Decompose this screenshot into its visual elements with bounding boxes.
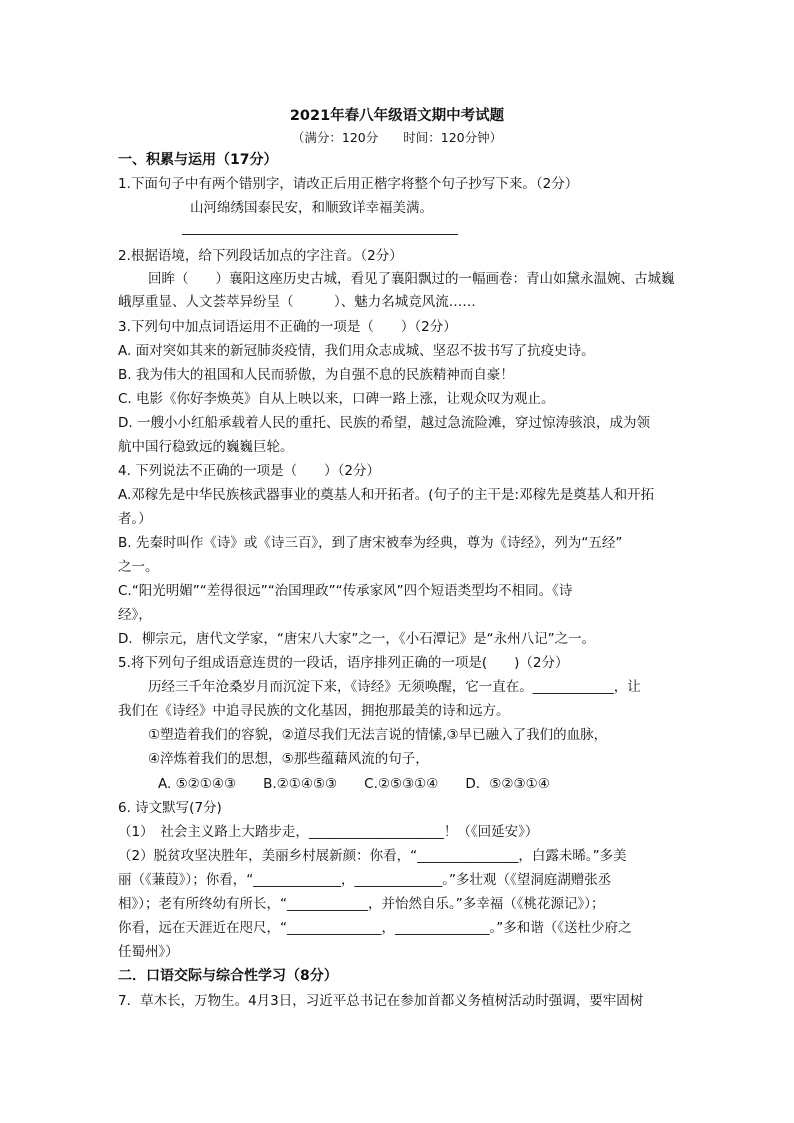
question-6-part-1: （1） 社会主义路上大踏步走，____________________！（《回延安》）	[118, 824, 539, 840]
question-4-option-c-cont: 经》，	[118, 607, 152, 623]
question-4: 4. 下列说法不正确的一项是（ ）（2分）	[118, 463, 381, 479]
question-3-option-b: B. 我为伟大的祖国和人民而骄傲，为自强不息的民族精神而自豪！	[118, 367, 514, 383]
question-4-option-c: C.“阳光明媚”“差得很远”“治国理政”“传承家风”四个短语类型均不相同。《诗	[118, 583, 573, 599]
question-4-option-a: A.邓稼先是中华民族核武器事业的奠基人和开拓者。(句子的主干是:邓稼先是奠基人和开拓	[118, 487, 655, 503]
question-2-text: 回眸（ ）襄阳这座历史古城，看见了襄阳飘过的一幅画卷：青山如黛永温婉、古城巍	[148, 271, 675, 287]
question-5-sentences-1: ①塑造着我们的容貌，②道尽我们无法言说的情愫,③早已融入了我们的血脉，	[148, 727, 608, 743]
answer-blank-line[interactable]	[182, 234, 458, 235]
question-4-option-b-cont: 之一。	[118, 559, 159, 575]
question-3-option-c: C. 电影《你好李焕英》自从上映以来，口碑一路上涨，让观众叹为观止。	[118, 391, 555, 407]
section-heading-1: 一、积累与运用（17分）	[118, 152, 278, 168]
question-5-passage: 历经三千年沧桑岁月而沉淀下来，《诗经》无须唤醒，它一直在。____________，让	[148, 679, 641, 695]
question-5-options: A. ⑤②①④③ B.②①④⑤③ C.②⑤③①④ D．⑤②③①④	[158, 776, 550, 792]
question-6-part-2-cont-4: 任蜀州》）	[118, 944, 179, 960]
question-5-sentences-2: ④淬炼着我们的思想，⑤那些蕴藉风流的句子，	[148, 751, 429, 767]
question-4-option-b: B. 先秦时叫作《诗》或《诗三百》，到了唐宋被奉为经典，尊为《诗经》，列为“五经”	[118, 535, 623, 551]
question-5-passage-cont: 我们在《诗经》中追寻民族的文化基因，拥抱那最美的诗和远方。	[118, 703, 510, 719]
question-3-option-d-cont: 航中国行稳致远的巍巍巨轮。	[118, 439, 294, 455]
question-6-part-2: （2）脱贫攻坚决胜年，美丽乡村展新颜：你看，“_______________，白露未晞。”多美	[118, 848, 627, 864]
question-4-option-a-cont: 者。）	[118, 511, 152, 527]
question-2: 2.根据语境，给下列段话加点的字注音。（2分）	[118, 248, 403, 264]
question-3-option-d: D. 一艘小小红船承载着人民的重托、民族的希望，越过急流险滩，穿过惊涛骇浪，成为领	[118, 415, 650, 431]
question-7: 7．草木长，万物生。4月3日，习近平总书记在参加首都义务植树活动时强调，要牢固树	[118, 993, 644, 1009]
question-6-part-2-cont-1: 丽（《蒹葭》）；你看，“_____________，_____________。”多壮观（《望洞庭湖赠张丞	[118, 872, 612, 888]
exam-title: 2021年春八年级语文期中考试题	[289, 108, 505, 124]
question-3-option-a: A. 面对突如其来的新冠肺炎疫情，我们用众志成城、坚忍不拔书写了抗疫史诗。	[118, 343, 595, 359]
question-6: 6. 诗文默写(7分)	[118, 800, 222, 816]
question-2-text-cont: 峨厚重显、人文荟萃异纷呈（ ）、魅力名城竞风流……	[118, 294, 476, 310]
question-1: 1.下面句子中有两个错别字，请改正后用正楷字将整个句子抄写下来。（2分）	[118, 176, 579, 192]
question-6-part-2-cont-2: 相》）；老有所终幼有所长，“____________，并怡然自乐。”多幸福（《桃花源记》）；	[118, 896, 605, 912]
question-3: 3.下列句中加点词语运用不正确的一项是（ ）（2分）	[118, 319, 457, 335]
question-5: 5.将下列句子组成语意连贯的一段话，语序排列正确的一项是( )（2分）	[118, 655, 569, 671]
question-1-sentence: 山河绵绣国泰民安，和顺致详幸福美满。	[190, 200, 433, 216]
section-heading-2: 二．口语交际与综合性学习（8分）	[118, 968, 338, 984]
question-6-part-2-cont-3: 你看，远在天涯近在咫尺，“______________，______________。”多和谐（《送杜少府之	[118, 920, 632, 936]
exam-subtitle: （满分：120分 时间：120分钟）	[291, 130, 503, 145]
question-4-option-d: D．柳宗元，唐代文学家，“唐宋八大家”之一，《小石潭记》是“永州八记”之一。	[118, 631, 596, 647]
